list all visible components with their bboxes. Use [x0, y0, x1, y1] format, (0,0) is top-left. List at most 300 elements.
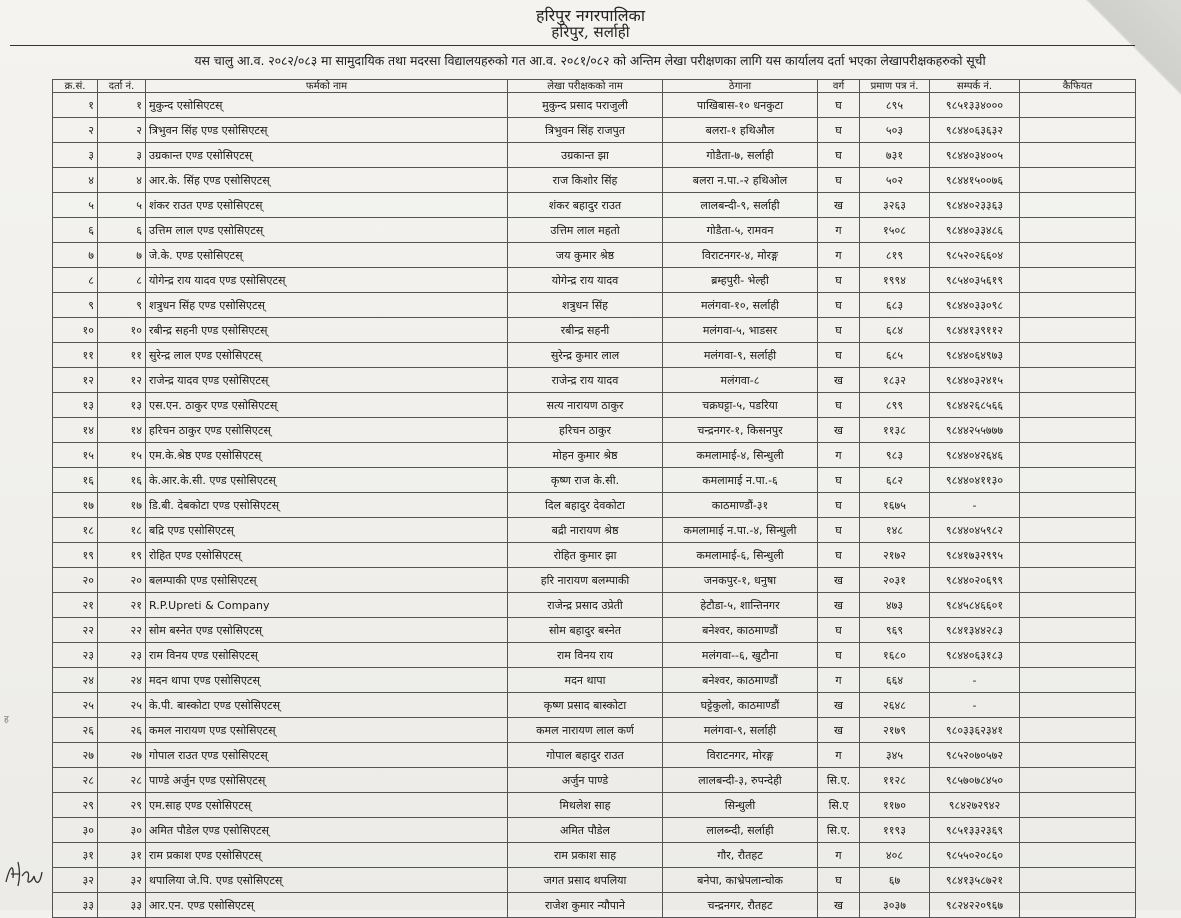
- row-cert-no: २१७२: [860, 543, 930, 568]
- row-cert-no: ६८४: [860, 318, 930, 343]
- row-remarks: [1020, 293, 1136, 318]
- row-auditor-name: सत्य नारायण ठाकुर: [508, 393, 663, 418]
- row-class: घ: [818, 468, 860, 493]
- row-remarks: [1020, 443, 1136, 468]
- row-firm-name: के.आर.के.सी. एण्ड एसोसिएटस्: [146, 468, 508, 493]
- row-address: बनेश्वर, काठमाण्डौं: [663, 668, 818, 693]
- row-reg-no: १९: [98, 543, 146, 568]
- row-firm-name: मदन थापा एण्ड एसोसिएटस्: [146, 668, 508, 693]
- col-header-address: ठेगाना: [663, 80, 818, 93]
- row-remarks: [1020, 818, 1136, 843]
- row-sn: १०: [53, 318, 98, 343]
- row-class: ग: [818, 243, 860, 268]
- row-contact-no: ९८४४०३३४८६: [930, 218, 1020, 243]
- row-cert-no: ८९५: [860, 93, 930, 118]
- row-reg-no: ३३: [98, 893, 146, 918]
- row-cert-no: २६४८: [860, 693, 930, 718]
- row-sn: ६: [53, 218, 98, 243]
- row-firm-name: आर.के. सिंह एण्ड एसोसिएटस्: [146, 168, 508, 193]
- row-contact-no: ९८४४०४११३०: [930, 468, 1020, 493]
- row-remarks: [1020, 643, 1136, 668]
- row-sn: ३: [53, 143, 98, 168]
- row-address: बनेपा, काभ्रेपलान्चोक: [663, 868, 818, 893]
- row-cert-no: ३०३७: [860, 893, 930, 918]
- row-class: सि.ए: [818, 793, 860, 818]
- table-row: [53, 443, 1136, 468]
- row-remarks: [1020, 518, 1136, 543]
- table-row: [53, 618, 1136, 643]
- row-sn: १९: [53, 543, 98, 568]
- table-row: [53, 818, 1136, 843]
- row-class: घ: [818, 518, 860, 543]
- row-sn: १: [53, 93, 98, 118]
- row-address: काठमाण्डौं-३१: [663, 493, 818, 518]
- table-row: [53, 118, 1136, 143]
- table-row: [53, 643, 1136, 668]
- row-address: कमलामाई-६, सिन्धुली: [663, 543, 818, 568]
- row-reg-no: १७: [98, 493, 146, 518]
- row-remarks: [1020, 543, 1136, 568]
- row-reg-no: २७: [98, 743, 146, 768]
- row-contact-no: ९८४४०२३३६३: [930, 193, 1020, 218]
- row-remarks: [1020, 343, 1136, 368]
- row-sn: ११: [53, 343, 98, 368]
- row-sn: १६: [53, 468, 98, 493]
- row-reg-no: २: [98, 118, 146, 143]
- row-reg-no: ३१: [98, 843, 146, 868]
- row-contact-no: -: [930, 693, 1020, 718]
- auditor-list-table: [52, 79, 1136, 918]
- row-sn: २६: [53, 718, 98, 743]
- row-class: ख: [818, 593, 860, 618]
- row-sn: ४: [53, 168, 98, 193]
- row-contact-no: ९८५७०७८४५०: [930, 768, 1020, 793]
- table-row: [53, 543, 1136, 568]
- row-remarks: [1020, 768, 1136, 793]
- table-row: [53, 743, 1136, 768]
- row-class: घ: [818, 118, 860, 143]
- table-row: [53, 493, 1136, 518]
- row-firm-name: शंकर राउत एण्ड एसोसिएटस्: [146, 193, 508, 218]
- row-firm-name: हरिचन ठाकुर एण्ड एसोसिएटस्: [146, 418, 508, 443]
- row-contact-no: ९८४४०४२६४६: [930, 443, 1020, 468]
- row-auditor-name: राम विनय राय: [508, 643, 663, 668]
- row-class: ख: [818, 693, 860, 718]
- row-cert-no: ५०२: [860, 168, 930, 193]
- row-contact-no: -: [930, 493, 1020, 518]
- row-auditor-name: रोहित कुमार झा: [508, 543, 663, 568]
- row-sn: १३: [53, 393, 98, 418]
- row-address: बलरा-१ हथिऔल: [663, 118, 818, 143]
- table-row: [53, 893, 1136, 918]
- row-contact-no: ९८४४०३२४१५: [930, 368, 1020, 393]
- row-remarks: [1020, 193, 1136, 218]
- row-reg-no: २६: [98, 718, 146, 743]
- row-address: मलंगवा-१०, सर्लाही: [663, 293, 818, 318]
- table-row: [53, 768, 1136, 793]
- row-contact-no: ९८४१३५८७२१: [930, 868, 1020, 893]
- row-sn: २३: [53, 643, 98, 668]
- row-contact-no: ९८४४०६३६३२: [930, 118, 1020, 143]
- row-address: कमलामाई न.पा.-४, सिन्धुली: [663, 518, 818, 543]
- row-contact-no: ९८४४१५००७६: [930, 168, 1020, 193]
- row-cert-no: ११३८: [860, 418, 930, 443]
- row-sn: ३३: [53, 893, 98, 918]
- row-class: घ: [818, 618, 860, 643]
- table-row: [53, 168, 1136, 193]
- row-firm-name: योगेन्द्र राय यादव एण्ड एसोसिएटस्: [146, 268, 508, 293]
- row-address: मलंगवा-९, सर्लाही: [663, 718, 818, 743]
- row-firm-name: मुकुन्द एसोसिएटस्: [146, 93, 508, 118]
- row-sn: २२: [53, 618, 98, 643]
- table-row: [53, 368, 1136, 393]
- row-reg-no: १३: [98, 393, 146, 418]
- row-auditor-name: राजेन्द्र राय यादव: [508, 368, 663, 393]
- row-sn: ५: [53, 193, 98, 218]
- row-remarks: [1020, 668, 1136, 693]
- row-cert-no: ४७३: [860, 593, 930, 618]
- row-firm-name: थपालिया जे.पि. एण्ड एसोसिएटस्: [146, 868, 508, 893]
- row-reg-no: २८: [98, 768, 146, 793]
- row-class: ख: [818, 893, 860, 918]
- handwritten-signature-icon: [2, 852, 46, 892]
- row-remarks: [1020, 793, 1136, 818]
- row-cert-no: ५०३: [860, 118, 930, 143]
- table-row: [53, 93, 1136, 118]
- table-header-row: [53, 80, 1136, 93]
- row-cert-no: ९८३: [860, 443, 930, 468]
- row-reg-no: ६: [98, 218, 146, 243]
- row-remarks: [1020, 843, 1136, 868]
- row-class: ग: [818, 668, 860, 693]
- row-auditor-name: राजेश कुमार न्यौपाने: [508, 893, 663, 918]
- col-header-firm-name: फर्मको नाम: [146, 80, 508, 93]
- row-contact-no: ९८४४०३४००५: [930, 143, 1020, 168]
- row-cert-no: ३२६३: [860, 193, 930, 218]
- row-remarks: [1020, 868, 1136, 893]
- row-auditor-name: सुरेन्द्र कुमार लाल: [508, 343, 663, 368]
- row-contact-no: ९८०३३६२३४१: [930, 718, 1020, 743]
- row-class: ग: [818, 843, 860, 868]
- row-cert-no: ११२८: [860, 768, 930, 793]
- row-class: घ: [818, 293, 860, 318]
- row-auditor-name: मुकुन्द प्रसाद पराजुली: [508, 93, 663, 118]
- row-auditor-name: शंकर बहादुर राउत: [508, 193, 663, 218]
- row-contact-no: ९८४४२५५७७७: [930, 418, 1020, 443]
- row-class: घ: [818, 393, 860, 418]
- row-class: घ: [818, 643, 860, 668]
- row-cert-no: १४८: [860, 518, 930, 543]
- row-auditor-name: योगेन्द्र राय यादव: [508, 268, 663, 293]
- row-firm-name: एम.के.श्रेष्ठ एण्ड एसोसिएटस्: [146, 443, 508, 468]
- table-row: [53, 693, 1136, 718]
- row-reg-no: २२: [98, 618, 146, 643]
- row-sn: ३०: [53, 818, 98, 843]
- row-auditor-name: गोपाल बहादुर राउत: [508, 743, 663, 768]
- row-reg-no: ९: [98, 293, 146, 318]
- row-auditor-name: कृष्ण प्रसाद बास्कोटा: [508, 693, 663, 718]
- row-cert-no: ८१९: [860, 243, 930, 268]
- row-class: ग: [818, 743, 860, 768]
- row-remarks: [1020, 243, 1136, 268]
- row-sn: २: [53, 118, 98, 143]
- row-cert-no: ९६९: [860, 618, 930, 643]
- row-auditor-name: राम प्रकाश साह: [508, 843, 663, 868]
- table-row: [53, 568, 1136, 593]
- row-auditor-name: हरिचन ठाकुर: [508, 418, 663, 443]
- row-address: मलंगवा-८: [663, 368, 818, 393]
- row-cert-no: ४०८: [860, 843, 930, 868]
- row-class: घ: [818, 343, 860, 368]
- row-firm-name: अमित पौडेल एण्ड एसोसिएटस्: [146, 818, 508, 843]
- row-class: घ: [818, 93, 860, 118]
- row-reg-no: २३: [98, 643, 146, 668]
- row-cert-no: ११७०: [860, 793, 930, 818]
- row-address: पाखिबास-१० धनकुटा: [663, 93, 818, 118]
- row-contact-no: ९८४४०४५९८२: [930, 518, 1020, 543]
- row-cert-no: १६८०: [860, 643, 930, 668]
- row-auditor-name: मदन थापा: [508, 668, 663, 693]
- row-firm-name: सोम बस्नेत एण्ड एसोसिएटस्: [146, 618, 508, 643]
- row-reg-no: १४: [98, 418, 146, 443]
- col-header-remarks: कैफियत: [1020, 80, 1136, 93]
- table-row: [53, 243, 1136, 268]
- row-contact-no: ९८२४२२०९६७: [930, 893, 1020, 918]
- row-auditor-name: मिथलेश साह: [508, 793, 663, 818]
- row-contact-no: ९८४४०६४९७३: [930, 343, 1020, 368]
- row-auditor-name: त्रिभुवन सिंह राजपुत: [508, 118, 663, 143]
- row-contact-no: ९८४२७२९४२: [930, 793, 1020, 818]
- row-contact-no: ९८५१३३२३६९: [930, 818, 1020, 843]
- row-sn: २५: [53, 693, 98, 718]
- row-firm-name: बलम्पाकी एण्ड एसोसिएटस्: [146, 568, 508, 593]
- row-reg-no: १२: [98, 368, 146, 393]
- row-firm-name: एस.एन. ठाकुर एण्ड एसोसिएटस्: [146, 393, 508, 418]
- table-row: [53, 468, 1136, 493]
- row-auditor-name: उग्रकान्त झा: [508, 143, 663, 168]
- row-address: कमलामाई न.पा.-६: [663, 468, 818, 493]
- row-contact-no: ९८५४०३५६१९: [930, 268, 1020, 293]
- row-contact-no: -: [930, 668, 1020, 693]
- row-remarks: [1020, 743, 1136, 768]
- row-reg-no: ७: [98, 243, 146, 268]
- row-address: गोडैता-५, रामवन: [663, 218, 818, 243]
- row-sn: १२: [53, 368, 98, 393]
- row-contact-no: ९८४४०६३१८३: [930, 643, 1020, 668]
- row-address: सिन्धुली: [663, 793, 818, 818]
- row-sn: ७: [53, 243, 98, 268]
- row-address: लालब्न्दी, सर्लाही: [663, 818, 818, 843]
- row-address: बनेश्वर, काठमाण्डौं: [663, 618, 818, 643]
- row-cert-no: ६६४: [860, 668, 930, 693]
- row-cert-no: ६७: [860, 868, 930, 893]
- row-sn: १४: [53, 418, 98, 443]
- row-remarks: [1020, 93, 1136, 118]
- table-row: [53, 318, 1136, 343]
- row-firm-name: एम.साह एण्ड एसोसिएटस्: [146, 793, 508, 818]
- row-sn: ८: [53, 268, 98, 293]
- row-reg-no: १०: [98, 318, 146, 343]
- row-address: लालबन्दी-३, रुपन्देही: [663, 768, 818, 793]
- row-cert-no: ३४५: [860, 743, 930, 768]
- row-auditor-name: जगत प्रसाद थपलिया: [508, 868, 663, 893]
- table-row: [53, 843, 1136, 868]
- row-auditor-name: कृष्ण राज के.सी.: [508, 468, 663, 493]
- row-firm-name: सुरेन्द्र लाल एण्ड एसोसिएटस्: [146, 343, 508, 368]
- document-title: यस चालु आ.व. २०८२/०८३ मा सामुदायिक तथा मदरसा विद्यालयहरुको गत आ.व. २०८१/०८२ को अन्तिम लेखा परीक्षणका लागि यस कार्यालय दर्ता भएका लेखापरीक्षकहरुको सूची: [194, 53, 986, 68]
- row-sn: १५: [53, 443, 98, 468]
- table-row: [53, 143, 1136, 168]
- row-class: ग: [818, 443, 860, 468]
- table-row: [53, 343, 1136, 368]
- row-reg-no: १: [98, 93, 146, 118]
- row-remarks: [1020, 893, 1136, 918]
- row-contact-no: ९८४४०२०६९९: [930, 568, 1020, 593]
- row-cert-no: १५०८: [860, 218, 930, 243]
- row-class: घ: [818, 168, 860, 193]
- row-auditor-name: उत्तिम लाल महतो: [508, 218, 663, 243]
- row-address: चन्द्रनगर, रौतहट: [663, 893, 818, 918]
- row-auditor-name: कमल नारायण लाल कर्ण: [508, 718, 663, 743]
- col-header-cert-no: प्रमाण पत्र नं.: [860, 80, 930, 93]
- row-firm-name: त्रिभुवन सिंह एण्ड एसोसिएटस्: [146, 118, 508, 143]
- row-address: विराटनगर-४, मोरङ्ग: [663, 243, 818, 268]
- row-firm-name: कमल नारायण एण्ड एसोसिएटस्: [146, 718, 508, 743]
- row-address: घट्टेकुलो, काठमाण्डौं: [663, 693, 818, 718]
- table-row: [53, 718, 1136, 743]
- row-cert-no: १८३२: [860, 368, 930, 393]
- col-header-contact-no: सम्पर्क नं.: [930, 80, 1020, 93]
- row-remarks: [1020, 168, 1136, 193]
- row-address: बलरा न.पा.-२ हथिओल: [663, 168, 818, 193]
- row-firm-name: आर.एन. एण्ड एसोसिएटस्: [146, 893, 508, 918]
- row-contact-no: ९८४५८४६६०१: [930, 593, 1020, 618]
- office-address: हरिपुर, सर्लाही: [551, 23, 630, 41]
- table-row: [53, 593, 1136, 618]
- row-address: ब्रम्हपुरी- भेल्ही: [663, 268, 818, 293]
- table-row: [53, 793, 1136, 818]
- table-row: [53, 418, 1136, 443]
- row-reg-no: ८: [98, 268, 146, 293]
- col-header-reg-no: दर्ता नं.: [98, 80, 146, 93]
- row-reg-no: ३०: [98, 818, 146, 843]
- row-sn: ३२: [53, 868, 98, 893]
- row-remarks: [1020, 593, 1136, 618]
- row-firm-name: पाण्डे अर्जुन एण्ड एसोसिएटस्: [146, 768, 508, 793]
- row-sn: १८: [53, 518, 98, 543]
- table-row: [53, 393, 1136, 418]
- row-reg-no: २०: [98, 568, 146, 593]
- row-remarks: [1020, 418, 1136, 443]
- row-sn: २७: [53, 743, 98, 768]
- row-address: हेटौडा-५, शान्तिनगर: [663, 593, 818, 618]
- row-sn: ३१: [53, 843, 98, 868]
- col-header-class: वर्ग: [818, 80, 860, 93]
- row-reg-no: ३२: [98, 868, 146, 893]
- row-cert-no: ११९३: [860, 818, 930, 843]
- row-auditor-name: जय कुमार श्रेष्ठ: [508, 243, 663, 268]
- row-reg-no: १५: [98, 443, 146, 468]
- row-firm-name: डि.बी. देबकोटा एण्ड एसोसिएटस्: [146, 493, 508, 518]
- row-address: विराटनगर, मोरङ्ग: [663, 743, 818, 768]
- row-class: घ: [818, 268, 860, 293]
- row-contact-no: ९८४१३४४२८३: [930, 618, 1020, 643]
- row-remarks: [1020, 368, 1136, 393]
- row-auditor-name: राजेन्द्र प्रसाद उप्रेती: [508, 593, 663, 618]
- row-reg-no: ३: [98, 143, 146, 168]
- table-row: [53, 293, 1136, 318]
- table-row: [53, 218, 1136, 243]
- row-reg-no: ५: [98, 193, 146, 218]
- row-auditor-name: शत्रुधन सिंह: [508, 293, 663, 318]
- row-remarks: [1020, 568, 1136, 593]
- row-reg-no: ४: [98, 168, 146, 193]
- row-remarks: [1020, 143, 1136, 168]
- row-firm-name: R.P.Upreti & Company: [146, 593, 508, 618]
- row-firm-name: के.पी. बास्कोटा एण्ड एसोसिएटस्: [146, 693, 508, 718]
- row-contact-no: ९८४४२६८५६६: [930, 393, 1020, 418]
- table-row: [53, 668, 1136, 693]
- row-firm-name: राम प्रकाश एण्ड एसोसिएटस्: [146, 843, 508, 868]
- row-firm-name: रबीन्द्र सहनी एण्ड एसोसिएटस्: [146, 318, 508, 343]
- row-class: घ: [818, 143, 860, 168]
- row-sn: २८: [53, 768, 98, 793]
- row-firm-name: शत्रुधन सिंह एण्ड एसोसिएटस्: [146, 293, 508, 318]
- row-contact-no: ९८४४१३९११२: [930, 318, 1020, 343]
- row-remarks: [1020, 468, 1136, 493]
- row-cert-no: ६८२: [860, 468, 930, 493]
- row-firm-name: उत्तिम लाल एण्ड एसोसिएटस्: [146, 218, 508, 243]
- row-firm-name: राजेन्द्र यादव एण्ड एसोसिएटस्: [146, 368, 508, 393]
- row-auditor-name: दिल बहादुर देवकोटा: [508, 493, 663, 518]
- table-row: [53, 868, 1136, 893]
- row-sn: २४: [53, 668, 98, 693]
- row-reg-no: १८: [98, 518, 146, 543]
- row-auditor-name: बद्री नारायण श्रेष्ठ: [508, 518, 663, 543]
- col-header-auditor-name: लेखा परीक्षकको नाम: [508, 80, 663, 93]
- row-address: मलंगवा--६, खुटौना: [663, 643, 818, 668]
- row-class: घ: [818, 318, 860, 343]
- row-address: मलंगवा-९, सर्लाही: [663, 343, 818, 368]
- row-contact-no: ९८५५०२०८६०: [930, 843, 1020, 868]
- row-reg-no: २१: [98, 593, 146, 618]
- row-remarks: [1020, 693, 1136, 718]
- row-firm-name: राम विनय एण्ड एसोसिएटस्: [146, 643, 508, 668]
- margin-mark: ह: [4, 715, 9, 725]
- row-cert-no: २१७९: [860, 718, 930, 743]
- row-firm-name: जे.के. एण्ड एसोसिएटस्: [146, 243, 508, 268]
- row-sn: ९: [53, 293, 98, 318]
- row-contact-no: ९८५२०७०५७२: [930, 743, 1020, 768]
- table-row: [53, 518, 1136, 543]
- row-firm-name: उग्रकान्त एण्ड एसोसिएटस्: [146, 143, 508, 168]
- row-auditor-name: अर्जुन पाण्डे: [508, 768, 663, 793]
- row-remarks: [1020, 268, 1136, 293]
- row-remarks: [1020, 718, 1136, 743]
- row-remarks: [1020, 218, 1136, 243]
- row-contact-no: ९८५२०२६६०४: [930, 243, 1020, 268]
- row-reg-no: २९: [98, 793, 146, 818]
- office-name: हरिपुर नगरपालिका: [536, 6, 645, 25]
- row-auditor-name: अमित पौडेल: [508, 818, 663, 843]
- row-address: गौर, रौतहट: [663, 843, 818, 868]
- row-address: चन्द्रनगर-१, किसनपुर: [663, 418, 818, 443]
- row-auditor-name: रबीन्द्र सहनी: [508, 318, 663, 343]
- row-cert-no: ६८३: [860, 293, 930, 318]
- row-cert-no: ८९९: [860, 393, 930, 418]
- row-address: चक्रघट्टा-५, पडरिया: [663, 393, 818, 418]
- row-class: घ: [818, 493, 860, 518]
